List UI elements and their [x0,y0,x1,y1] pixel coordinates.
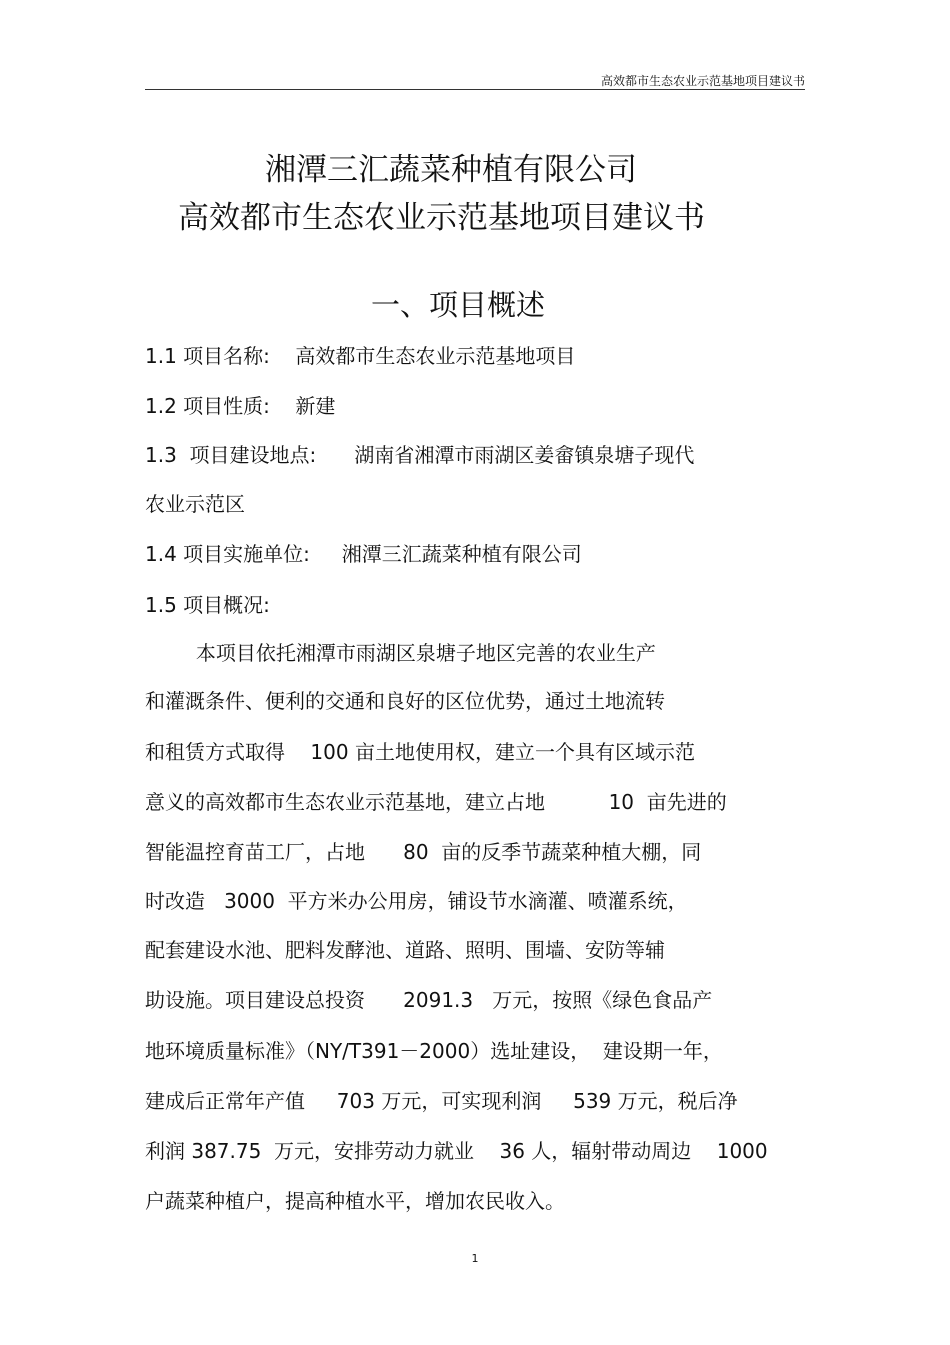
overview-paragraph-line: 建成后正常年产值 703 万元，可实现利润 539 万元，税后净 [145,1089,738,1113]
overview-paragraph-line: 智能温控育苗工厂，占地 80 亩的反季节蔬菜种植大棚，同 [145,840,702,864]
running-header: 高效都市生态农业示范基地项目建议书 [600,74,805,88]
item-implementing-unit: 1.4 项目实施单位: 湘潭三汇蔬菜种植有限公司 [145,542,582,566]
item-project-nature: 1.2 项目性质: 新建 [145,394,336,418]
header-rule [145,89,805,90]
overview-paragraph-line: 户蔬菜种植户，提高种植水平，增加农民收入。 [145,1189,565,1213]
page-number: 1 [471,1252,479,1265]
item-project-overview: 1.5 项目概况: [145,593,270,617]
overview-paragraph-line: 本项目依托湘潭市雨湖区泉塘子地区完善的农业生产 [145,641,656,665]
company-title: 湘潭三汇蔬菜种植有限公司 [265,152,637,188]
overview-paragraph-line: 时改造 3000 平方米办公用房，铺设节水滴灌、喷灌系统， [145,889,688,913]
item-project-location-cont: 农业示范区 [145,492,245,516]
overview-paragraph-line: 意义的高效都市生态农业示范基地，建立占地 10 亩先进的 [145,790,727,814]
item-project-location: 1.3 项目建设地点: 湖南省湘潭市雨湖区姜畲镇泉塘子现代 [145,443,695,467]
overview-paragraph-line: 配套建设水池、肥料发酵池、道路、照明、围墙、安防等辅 [145,938,665,962]
overview-paragraph-line: 助设施。项目建设总投资 2091.3 万元，按照《绿色食品产 [145,988,713,1012]
section-heading: 一、项目概述 [371,288,546,322]
overview-paragraph-line: 和灌溉条件、便利的交通和良好的区位优势，通过土地流转 [145,689,665,713]
overview-paragraph-line: 利润 387.75 万元，安排劳动力就业 36 人，辐射带动周边 1000 [145,1139,768,1163]
item-project-name: 1.1 项目名称: 高效都市生态农业示范基地项目 [145,344,576,368]
document-title: 高效都市生态农业示范基地项目建议书 [178,200,705,236]
overview-paragraph-line: 和租赁方式取得 100 亩土地使用权，建立一个具有区域示范 [145,740,695,764]
overview-paragraph-line: 地环境质量标准》（NY/T391－2000）选址建设， 建设期一年， [145,1039,723,1063]
